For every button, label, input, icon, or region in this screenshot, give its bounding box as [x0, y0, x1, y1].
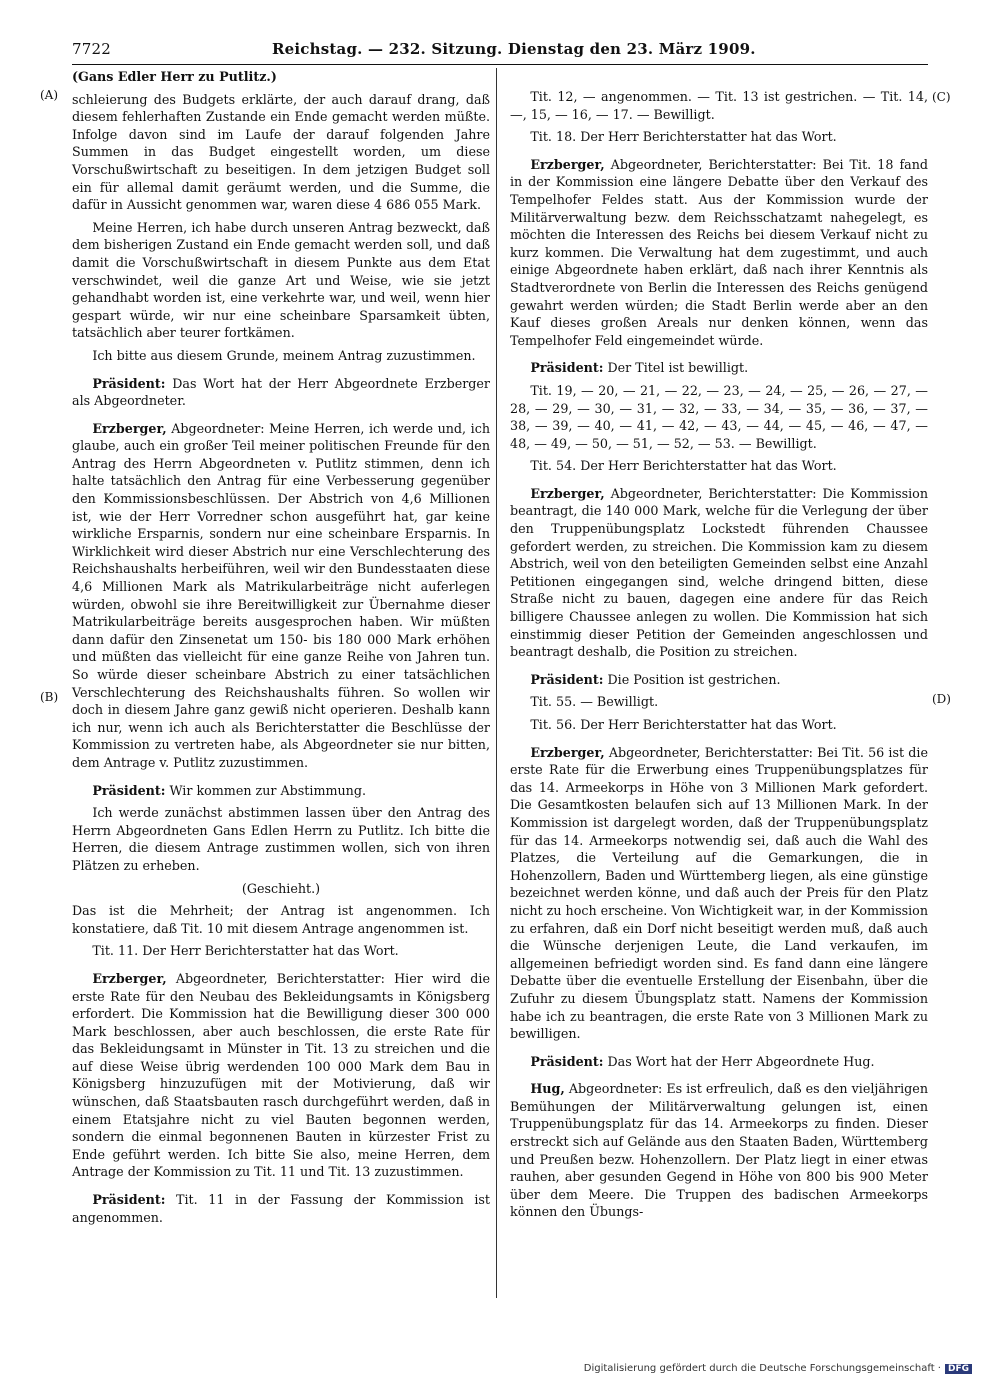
paragraph: Tit. 18. Der Herr Berichterstatter hat das Wort. [530, 129, 837, 145]
paragraph: Hug, Abgeordneter: Es ist erfreulich, daß es den vieljährigen Bemühungen der Militärverwaltung gelungen ist, einen Truppenübungsplatz für das 14. Armeekorps zu finden. Dieser erstreckt sich auf Gelände aus den Staaten Baden, Württemberg und Preußen bezw. Hohenzollern. Der Platz liegt in einer etwas rauhen, aber gesunden Gegend in Höhe von 800 bis 900 Meter über dem Meere. Die Truppen des badischen Armeekorps können den Übungs- [510, 1081, 928, 1220]
paragraph: Meine Herren, ich habe durch unseren Antrag bezweckt, daß dem bisherigen Zustand ein Ende gemacht werden soll, und daß damit die Vorschußwirtschaft in diesem Punkte aus dem Etat verschwindet, weil die ganze Art und Weise, wie sie jetzt gehandhabt worden ist, eine verkehrte war, und weil, wenn hier gespart würde, wir nur eine scheinbare Sparsamkeit übten, tatsächlich aber teurer fortkämen. [72, 219, 490, 341]
margin-marker-d: (D) [932, 692, 951, 706]
margin-marker-c: (C) [932, 90, 951, 104]
paragraph: Ich werde zunächst abstimmen lassen über den Antrag des Herrn Abgeordneten Gans Edlen Herrn zu Putlitz. Ich bitte die Herren, die diesem Antrage zustimmen wollen, sich von ihren Plätzen zu erheben. [72, 805, 490, 873]
speaker-name: Erzberger, [530, 485, 605, 501]
paragraph: Tit. 55. — Bewilligt. [530, 694, 659, 710]
left-column [72, 68, 490, 1231]
stage-direction: (Geschieht.) [241, 880, 321, 896]
paragraph: Präsident: Das Wort hat der Herr Abgeordnete Erzberger als Abgeordneter. [72, 375, 490, 409]
speaker-name: Erzberger, [530, 744, 605, 760]
paragraph: Erzberger, Abgeordneter, Berichterstatter: Hier wird die erste Rate für den Neubau des Bekleidungsamts in Königsberg erfordert. Die Kommission hat die Bewilligung dieser 300 000 Mark beschlossen, aber auch beschlossen, die erste Rate für das Bekleidungsamt in Münster in Tit. 13 zu streichen und die auf diese Weise übrig werdenden 100 000 Mark dem Bau in Königsberg hinzuzufügen mit der Motivierung, daß wir wünschen, daß Staatsbauten rasch durchgeführt werden, daß in einem Etatsjahre nicht zu viel Bauten begonnen werden, sondern die einmal begonnenen Bauten in kürzester Frist zu Ende geführt werden. Ich bitte Sie also, meine Herren, dem Antrage der Kommission zu Tit. 11 und Tit. 13 zuzustimmen. [72, 970, 490, 1180]
column-divider [496, 68, 497, 1298]
paragraph: Präsident: Die Position ist gestrichen. [530, 671, 781, 687]
paragraph: Präsident: Der Titel ist bewilligt. [530, 360, 749, 376]
speaker-name: Hug, [530, 1081, 565, 1097]
paragraph: Präsident: Tit. 11 in der Fassung der Kommission ist angenommen. [72, 1192, 490, 1225]
paragraph: Tit. 56. Der Herr Berichterstatter hat das Wort. [530, 717, 837, 732]
speaker-name: Präsident: [92, 1192, 166, 1208]
speaker-name: Präsident: [530, 671, 604, 687]
speaker-note: (Gans Edler Herr zu Putlitz.) [72, 69, 277, 84]
paragraph: Erzberger, Abgeordneter, Berichterstatter: Die Kommission beantragt, die 140 000 Mark, welche für die Verlegung der über den Truppenübungsplatz Lockstedt führenden Chaussee gefordert werden, zu streichen. Die Kommission kam zu diesem Abstrich, weil von den beteiligten Gemeinden selbst eine Anzahl Petitionen eingegangen sind, welche dringend bitten, diese Straße nicht zu bauen, dagegen eine andere für das Reich billigere Chaussee anlegen zu wollen. Die Kommission hat sich einstimmig dieser Petition der Gemeinden angeschlossen und beantragt deshalb, die Position zu streichen. [510, 485, 928, 660]
margin-marker-b: (B) [40, 690, 59, 704]
credit-text: Digitalisierung gefördert durch die Deutsche Forschungsgemeinschaft · [583, 1363, 941, 1374]
paragraph: Tit. 54. Der Herr Berichterstatter hat das Wort. [530, 458, 837, 474]
page-number: 7722 [72, 40, 111, 58]
speaker-name: Präsident: [530, 360, 604, 376]
paragraph: Ich bitte aus diesem Grunde, meinem Antrag zuzustimmen. [92, 347, 476, 363]
paragraph: Tit. 12, — angenommen. — Tit. 13 ist gestrichen. — Tit. 14, —, 15, — 16, — 17. — Bewilligt. [510, 89, 928, 122]
dfg-logo: DFG [945, 1364, 972, 1374]
paragraph: Präsident: Wir kommen zur Abstimmung. [92, 782, 367, 798]
speaker-name: Präsident: [92, 782, 166, 798]
speaker-name: Präsident: [92, 375, 166, 391]
paragraph: Das ist die Mehrheit; der Antrag ist angenommen. Ich konstatiere, daß Tit. 10 mit diesem Antrage angenommen ist. [72, 903, 490, 936]
paragraph: Präsident: Das Wort hat der Herr Abgeordnete Hug. [530, 1053, 875, 1069]
right-column [510, 88, 928, 1226]
paragraph: Tit. 11. Der Herr Berichterstatter hat das Wort. [92, 943, 399, 959]
paragraph: Tit. 19, — 20, — 21, — 22, — 23, — 24, — 25, — 26, — 27, — 28, — 29, — 30, — 31, — 32, — 33, — 34, — 35, — 36, — 37, — 38, — 39, — 40, — 41, — 42, — 43, — 44, — 45, — 46, — 47, — 48, — 49, — 50, — 51, — 52, — 53. — Bewilligt. [510, 382, 928, 451]
header-rule [72, 64, 928, 65]
paragraph: Erzberger, Abgeordneter, Berichterstatter: Bei Tit. 56 ist die erste Rate für die Erwerbung eines Truppenübungsplatzes für das 14. Armeekorps in Höhe von 3 Millionen Mark gefordert. Die Gesamtkosten belaufen sich auf 13 Millionen Mark. In der Kommission ist dargelegt worden, daß der Truppenübungsplatz für das 14. Armeekorps notwendig sei, daß auch die Wahl des Platzes, die Verteilung auf die Gemarkungen, die in Hohenzollern, Baden und Württemberg liegen, als eine günstige bezeichnet werden könne, und daß auch der Preis für den Platz nicht zu hoch erscheine. Von Wichtigkeit war, in der Kommission zu erfahren, daß ein Dorf nicht beseitigt werden muß, daß auch die Wünsche derjenigen Leute, die Land verkaufen, im allgemeinen befriedigt worden sind. Es fand dann eine längere Debatte über die eventuelle Erstellung der Eisenbahn, über die Zufuhr zu diesem Übungsplatz statt. Namens der Kommission habe ich zu beantragen, die erste Rate von 3 Millionen Mark zu bewilligen. [510, 744, 928, 1042]
speaker-name: Erzberger, [92, 420, 167, 436]
speaker-name: Erzberger, [92, 970, 167, 986]
margin-marker-a: (A) [40, 88, 59, 102]
paragraph: schleierung des Budgets erklärte, der auch darauf drang, daß diesem fehlerhaften Zustande ein Ende gemacht werden müßte. Infolge davon sind im Laufe der darauf folgenden Jahre Summen in das Budget eingestellt worden, um diese Vorschußwirtschaft zu beseitigen. In dem jetzigen Budget soll ein für allemal damit geräumt werden, und die Summe, die dafür in Aussicht genommen war, waren diese 4 686 055 Mark. [72, 91, 490, 213]
paragraph: Erzberger, Abgeordneter: Meine Herren, ich werde und, ich glaube, auch ein großer Teil meiner politischen Freunde für den Antrag des Herrn Abgeordneten v. Putlitz stimmen, denn ich halte tatsächlich den Antrag für eine Verbesserung gegenüber den Kommissionsbeschlüssen. Der Abstrich von 4,6 Millionen ist, wie der Herr Vorredner schon ausgeführt hat, gar keine wirkliche Ersparnis, sondern nur eine scheinbare Ersparnis. In Wirklichkeit wird dieser Abstrich nur eine Verschlechterung des Reichshaushalts herbeiführen, weil wir den Bundesstaaten diese 4,6 Millionen Mark als Matrikularbeiträge nicht auferlegen würden, obwohl sie ihre Bereitwilligkeit zur Übernahme dieser Matrikularbeiträge bereits ausgesprochen haben. Wir müßten dann dafür den Zinsenetat um 150- bis 180 000 Mark erhöhen und müßten das vielleicht für eine ganze Reihe von Jahren tun. So würde dieser scheinbare Abstrich zu einer tatsächlichen Verschlechterung des Reichshaushalts führen. So wollen wir doch in diesem Jahre ganz gewiß nicht operieren. Deshalb kann ich nur, wenn ich auch als Berichterstatter die Beschlüsse der Kommission zu vertreten habe, als Abgeordneter sie nur bitten, dem Antrage v. Putlitz zuzustimmen. [72, 420, 490, 770]
running-title: Reichstag. — 232. Sitzung. Dienstag den 23. März 1909. [272, 40, 756, 58]
speaker-name: Präsident: [530, 1053, 604, 1069]
paragraph: Erzberger, Abgeordneter, Berichterstatter: Bei Tit. 18 fand in der Kommission eine längere Debatte über den Verkauf des Tempelhofer Feldes statt. Aus der Kommission wurde der Militärverwaltung bezw. dem Reichsschatzamt nahegelegt, es möchten die Interessen des Reichs bei diesem Verkauf nicht zu kurz kommen. Die Verwaltung hat dem zugestimmt, und auch einige Abgeordnete haben erklärt, daß nach ihrer Kenntnis als Stadtverordnete von Berlin die Interessen des Reichs genügend gewahrt werden würden; die Stadt Berlin werde aber an den Kauf dieses großen Areals nur denken können, wenn das Tempelhofer Feld eingemeindet würde. [510, 156, 928, 348]
speaker-name: Erzberger, [530, 156, 605, 172]
digitization-credit [584, 1363, 972, 1374]
